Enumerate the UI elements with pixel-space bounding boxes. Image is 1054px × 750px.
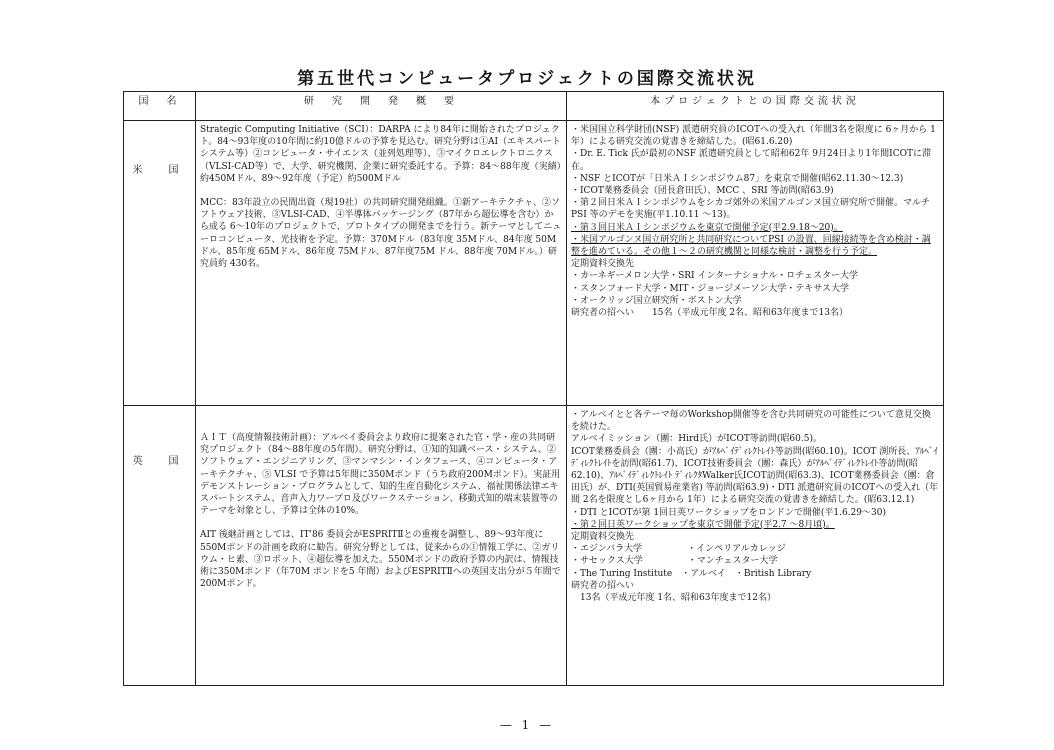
exchange-line: 定期資料交換先 [571,259,635,270]
exchange-line: ・カーネギーメロン大学・SRI インターナショナル・ロチェスター大学 [571,271,859,282]
page-number: — 1 — [499,718,555,732]
exchange-table [123,91,944,686]
exchange-line-underlined: ・第３回日米ＡＩシンポジウムを東京で開催予定(平2.9.18～20)。 [571,222,843,233]
table-header-row [124,92,944,121]
exchange-line: ・第２回日米ＡＩシンポジウムをシカゴ郊外の米国アルゴンヌ国立研究所で開催。マルチPSI 等のデモを実施(平1.10.11 ～13)。 [571,198,930,221]
header-exchange: 本プロジェクトとの国際交流状況 [567,92,944,121]
exchange-line: ・ICOT業務委員会（団長倉田氏）、MCC 、SRI 等訪問(昭63.9) [571,186,834,197]
exchange-cell [567,406,944,686]
exchange-line: ・オークリッジ国立研究所・ボストン大学 [571,295,742,306]
exchange-line: ・サセックス大学 ・マンチェスター大学 [571,556,778,567]
exchange-line: ・米国国立科学財団(NSF) 派遣研究員のICOTへの受入れ（年間3名を限度に 6ヶ月から 1年）による研究交流の覚書きを締結した。(昭61.6.20) [571,125,936,148]
exchange-line: ・アルベイとと各テーマ毎のWorkshop開催等を含む共同研究の可能性について意見交換を続けた。 [571,410,931,433]
exchange-line: ・NSF とICOTが「日米ＡＩシンポジウム87」を東京で開催(昭62.11.30～12.3) [571,173,904,184]
country-cell [124,121,196,406]
exchange-line: ICOT業務委員会（團：小高氏）がｱﾙﾍﾞｲﾃﾞｨﾚｸﾄﾚｲﾄ等訪問(昭60.10)。ICOT 渕所長、ｱﾙﾍﾞｲﾃﾞｨﾚｸﾄﾚｲﾄを訪問(昭61.7)、ICOT技術委員会（團：森氏）がｱﾙﾍﾞｲﾃﾞｨﾚｸﾄﾚｲﾄ等訪問(昭62.10)、ｱﾙﾍﾞｲﾃﾞｨﾚｸﾄﾚｲﾄ ﾃﾞｨﾚｸﾀWalker氏ICOT訪問(昭63.3)、ICOT業務委員会（團：倉田氏）が、DTI(英国貿易産業省) 等訪問(昭63.9)・DTI 派遣研究員のICOTへの受入れ（年間 2名を限度とし6ヶ月から 1年）による研究交流の覚書きを締結した。(昭63.12.1) [571,446,939,506]
exchange-cell [567,121,944,406]
exchange-line: ・スタンフォード大学・MIT・ジョージメーソン大学・テキサス大学 [571,283,849,294]
overview-cell [196,121,567,406]
overview-paragraph-ait: ＡＩＴ（高度情報技術計画）：アルベイ委員会より政府に提案された官・学・産の共同研究プロジェクト（84～88年度の5年間）。研究分野は、①知的知識ベース・システム、②ソフトウェア・エンジニアリング、③マンマシン・インタフェース、④コンピュータ・アーキテクチャ、⑤ VLSI で予算は5年間に350Mポンド（うち政府200Mポンド）。実証用デモンストレーション・プログラムとして、知的生産自動化システム、福祉関係法律エキスパートシステム、音声入力ワープロ及びワークステーション、移動式知的端末装置等のテーマを対象とし、予算は全体の10%。 [200,433,561,517]
exchange-line-underlined: ・米国アルゴンヌ国立研究所と共同研究についてPSI の設置、回線接続等を含め検討・調整を進めている。その他１～２の研究機関と同様な検討・調整を行う予定。 [571,234,931,258]
table-row-uk [124,406,944,686]
exchange-line: 研究者の招へい 15名（平成元年度 2名、昭和63年度まで13名） [571,308,848,319]
overview-paragraph-mcc: MCC：83年設立の民間出資（現19社）の共同研究開発組織。①新アーキテクチャ、②ソフトウェア技術、③VLSI-CAD、④半導体パッケージング（87年から超伝導を含む）から成る 6～10年のプロジェクトで、プロトタイプの開発までを行う。新テーマとしてニューロコンピュータ、光技術を予定。予算：370Mドル（83年度 35Mドル、84年度 50Mドル、85年度 65Mドル、86年度 75Mドル、87年度75M ドル、88年度 70Mドル。）研究員約 430名。 [200,198,562,270]
exchange-line-underlined: ・第２回日英ワークショップを東京で開催予定(平2.7 ～8月頃)。 [571,519,835,530]
country-label: 米 国 [132,165,187,176]
overview-cell [196,406,567,686]
exchange-line: アルベイミッション（團：Hird氏）がICOT等訪問(昭60.5)。 [571,434,822,445]
exchange-line: ・エジンバラ大学 ・インペリアルカレッジ [571,544,786,555]
header-overview: 研 究 開 発 概 要 [196,92,567,121]
exchange-line: ・Dr. E. Tick 氏が最初のNSF 派遣研究員として昭和62年 9月24日より1年間ICOTに滞在。 [571,149,931,172]
exchange-line: ・The Turing Institute ・アルベイ ・British Library [571,568,812,579]
header-country: 国 名 [124,92,196,121]
overview-paragraph-ait-successor: AIT 後継計画としては、IT'86 委員会がESPRITⅡとの重複を調整し、89～93年度に550Mポンドの計画を政府に勧告。研究分野としては、従来からの①情報工学に、②ガリウム・ヒ素、③ロボット、④超伝導を加えた。550Mポンドの政府予算の内訳は、情報技術に350Mポンド（年70M ポンドを5 年間）およびESPRITⅡへの英国支出分が５年間で200Mポンド。 [200,530,561,590]
exchange-line: 13名（平成元年度 1名、昭和63年度まで12名） [571,593,776,604]
exchange-line: 研究者の招へい [571,580,635,591]
table-row-usa [124,121,944,406]
country-label: 英 国 [132,456,187,467]
country-cell [124,406,196,686]
exchange-line: ・DTI とICOTが第 1回日英ワークショップをロンドンで開催(平1.6.29～30) [571,507,886,518]
page-title: 第五世代コンピュータプロジェクトの国際交流状況 [297,69,757,89]
overview-paragraph-sci: Strategic Computing Initiative（SCI）：DARPA により84年に開始されたプロジェクト。84～93年度の10年間に約10億ドルの予算を見込む。研究分野は①AI（エキスパートシステム等）②コンピュータ・サイエンス（並列処理等）、③マイクロエレクトロニクス（VLSI-CAD等）で、大学、研究機関、企業に研究委託する。予算：84～88年度（実績）約450Mドル、89～92年度（予定）約500Mドル [200,125,562,184]
exchange-line: 定期資料交換先 [571,532,635,543]
